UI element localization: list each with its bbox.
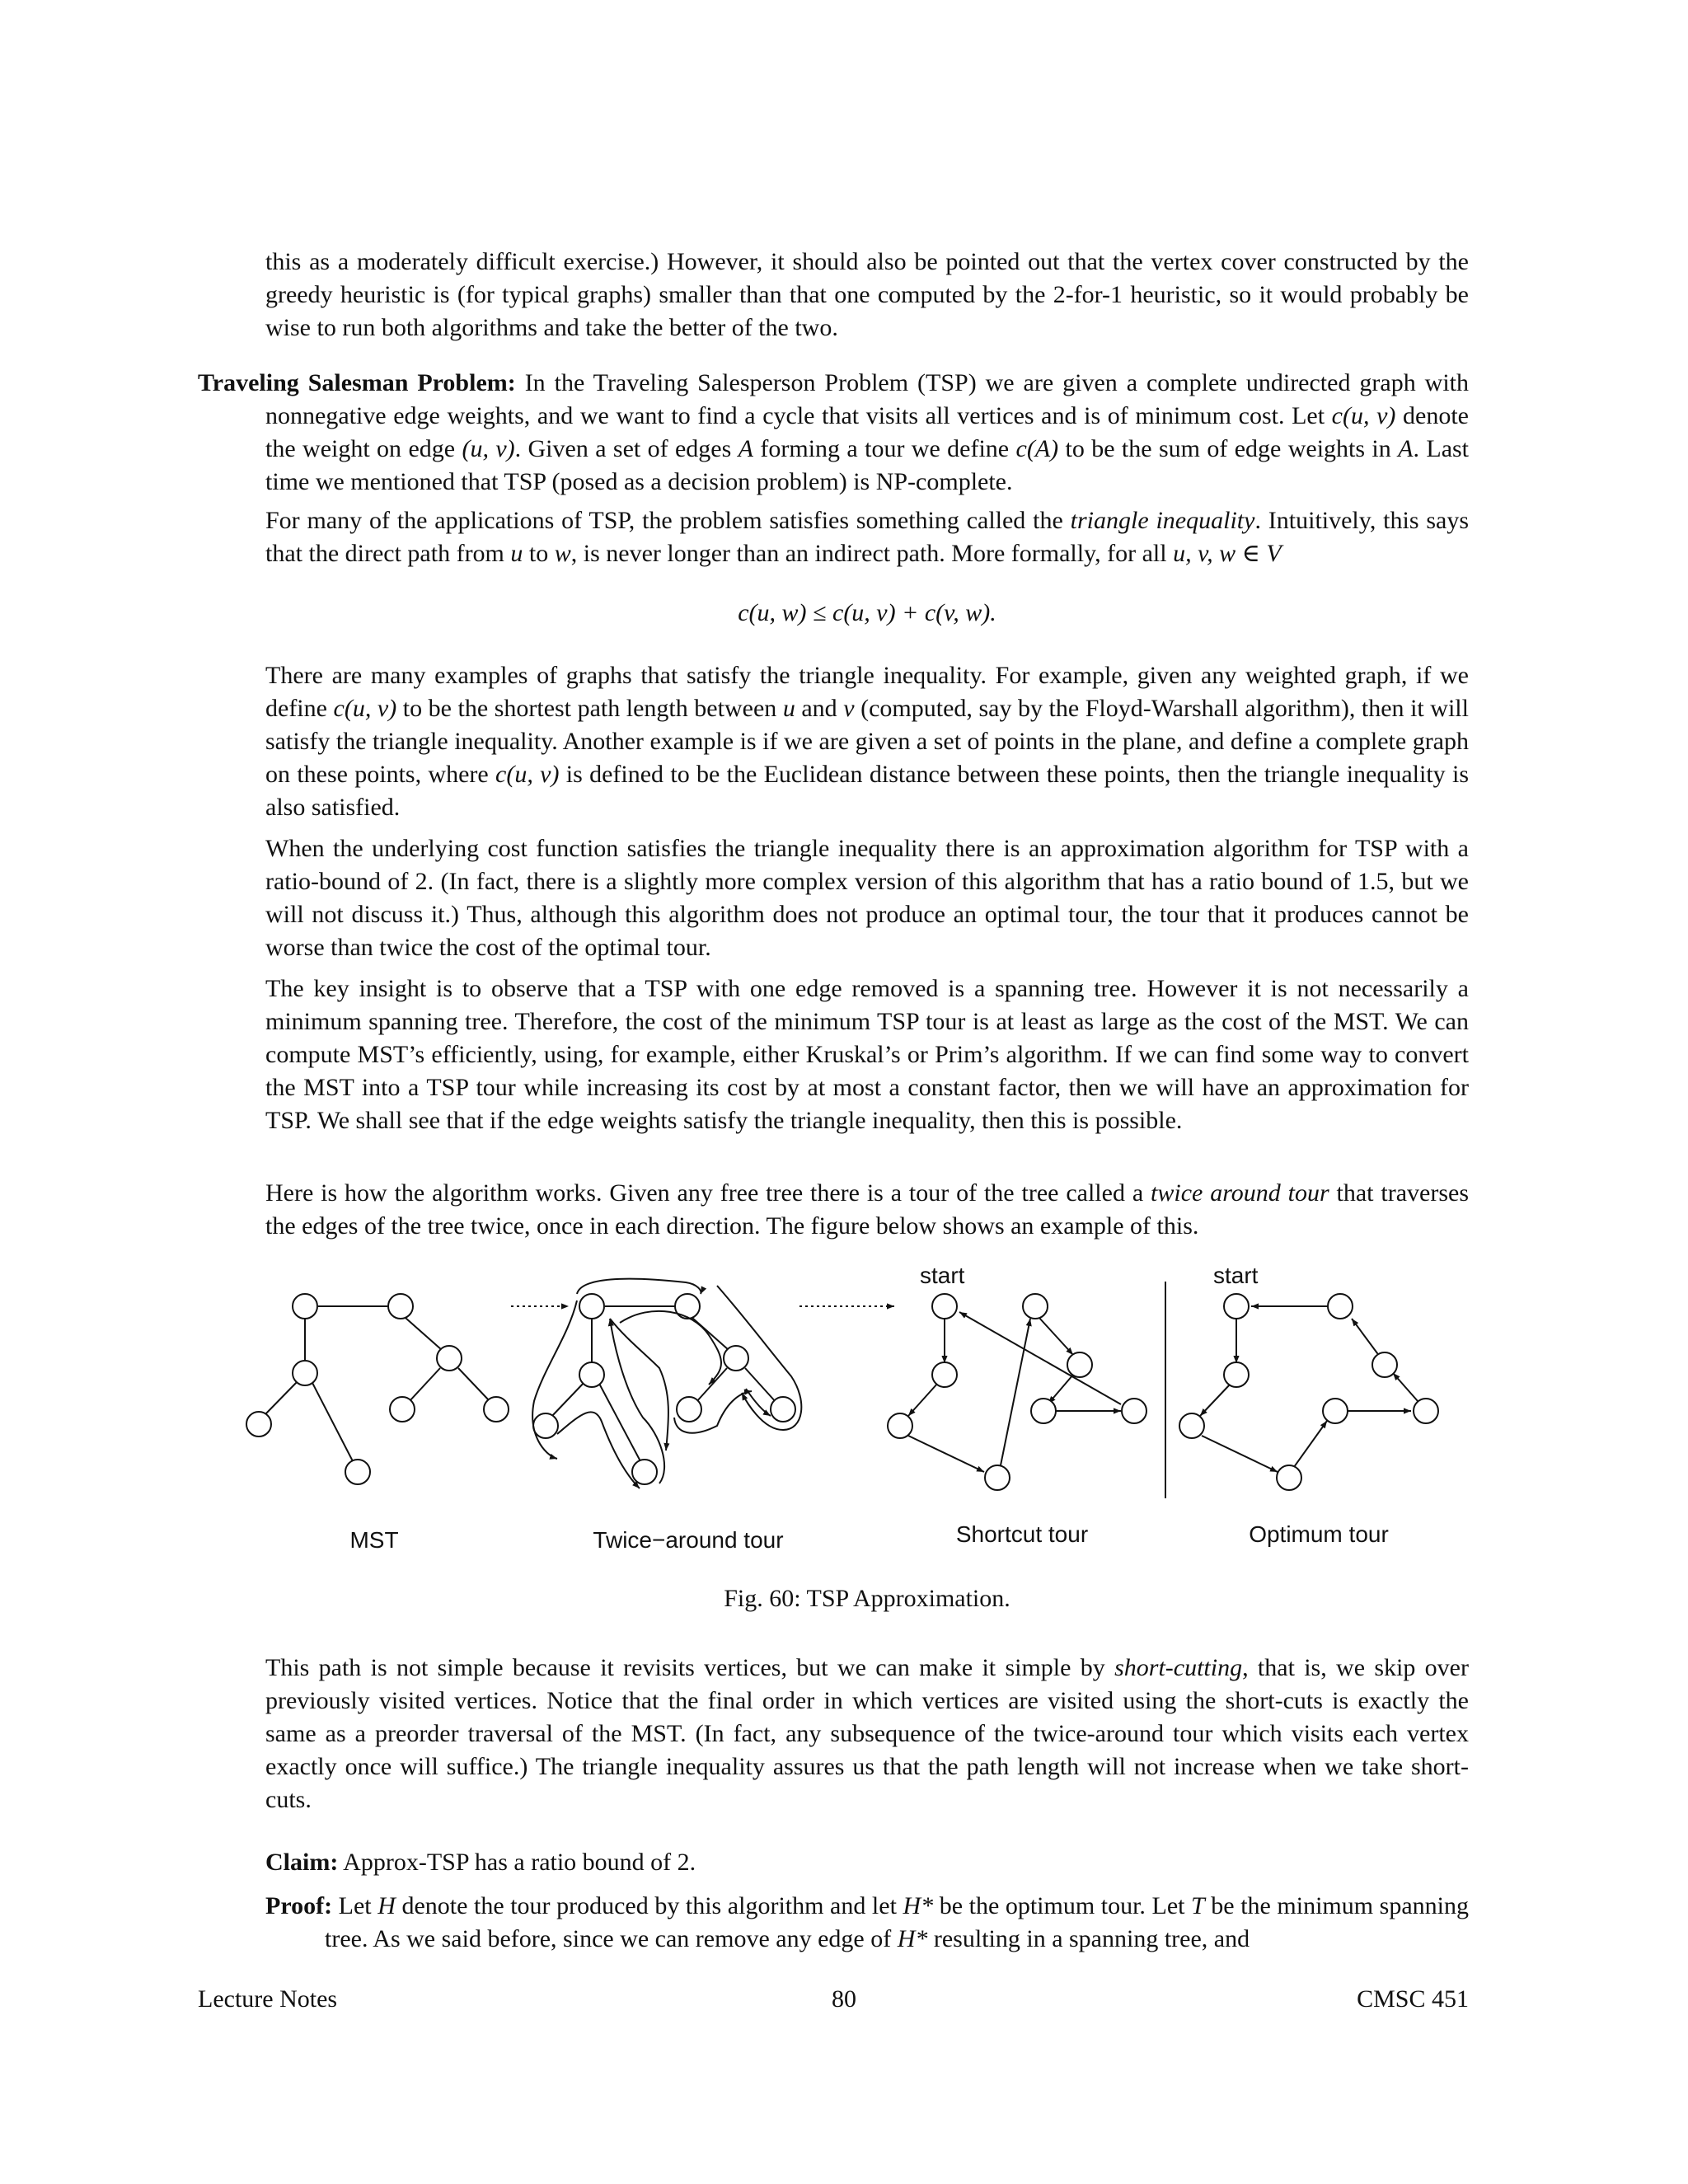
tsp-heading: Traveling Salesman Problem:: [198, 369, 516, 396]
math: (u, v): [462, 435, 515, 462]
text: forming a tour we define: [753, 435, 1016, 462]
math: w: [554, 540, 571, 567]
start-label: start: [1213, 1263, 1259, 1288]
emphasis: short-cutting: [1114, 1654, 1243, 1681]
proof-label: Proof:: [265, 1892, 333, 1919]
text: , is never longer than an indirect path. More formally, for all: [570, 540, 1174, 567]
text: . Intuitively, this says that the direct path from: [265, 507, 1469, 567]
claim: [265, 1846, 1469, 1879]
math: u, v, w ∈ V: [1173, 540, 1282, 567]
text: For many of the applications of TSP, the problem satisfies something called the: [265, 507, 1071, 534]
start-label: start: [920, 1263, 965, 1288]
text: There are many examples of graphs that satisfy the triangle inequality. For example, given any weighted graph, if we define: [265, 662, 1469, 722]
text: denote the weight on edge: [265, 402, 1469, 462]
paragraph-short-cutting: [265, 1652, 1469, 1816]
math: u: [510, 540, 523, 567]
text: Let: [332, 1892, 378, 1919]
paragraph-triangle-inequality: [265, 504, 1469, 570]
claim-text: Approx-TSP has a ratio bound of 2.: [338, 1849, 696, 1876]
tsp-figure: [0, 1253, 1688, 1549]
math: T: [1191, 1892, 1205, 1919]
text: to: [523, 540, 555, 567]
emphasis: twice around tour: [1151, 1179, 1329, 1207]
footer-right: CMSC 451: [1357, 1985, 1469, 2013]
paragraph-algorithm: [265, 1177, 1469, 1243]
math: H*: [903, 1892, 934, 1919]
paragraph-ratio-bound: When the underlying cost function satisfies the triangle inequality there is an approximation algorithm for TSP with a ratio-bound of 2. (In fact, there is a slightly more complex version of this algorithm that has a ratio bound of 1.5, but we will not discuss it.) Thus, although this algorithm does not produce an optimal tour, the tour that it produces cannot be worse than twice the cost of the optimal tour.: [265, 835, 1469, 961]
text: and: [795, 695, 844, 722]
shortcut-tour-diagram: [888, 1294, 1146, 1490]
paragraph-examples: [265, 659, 1469, 824]
proof: [265, 1890, 1469, 1956]
text: be the optimum tour. Let: [933, 1892, 1192, 1919]
page-number: 80: [832, 1985, 856, 2013]
text: to be the sum of edge weights in: [1058, 435, 1399, 462]
emphasis: triangle inequality: [1070, 507, 1255, 534]
figure-caption: Fig. 60: TSP Approximation.: [724, 1585, 1010, 1612]
optimum-tour-label: Optimum tour: [1249, 1521, 1389, 1547]
math: H: [377, 1892, 396, 1919]
footer-left: Lecture Notes: [198, 1985, 338, 2013]
twice-around-diagram: [532, 1279, 801, 1488]
math: c(u, v): [333, 695, 397, 722]
text: that traverses the edges of the tree twice, once in each direction. The figure below shows an example of this.: [265, 1179, 1469, 1240]
text: . Last time we mentioned that TSP (posed as a decision problem) is NP-complete.: [265, 435, 1470, 495]
paragraph-key-insight: The key insight is to observe that a TSP with one edge removed is a spanning tree. However it is not necessarily a minimum spanning tree. Therefore, the cost of the minimum TSP tour is at least as large as the cost of the MST. We can compute MST’s efficiently, using, for example, either Kruskal’s or Prim’s algorithm. If we can find some way to convert the MST into a TSP tour while increasing its cost by at most a constant factor, then we will have an approximation for TSP. We shall see that if the edge weights satisfy the triangle inequality, then this is possible.: [265, 975, 1469, 1134]
math: A: [1398, 435, 1414, 462]
math: v: [843, 695, 855, 722]
mst-label: MST: [349, 1527, 399, 1549]
text: is defined to be the Euclidean distance between these points, then the triangle inequality is also satisfied.: [265, 761, 1469, 821]
paragraph-intro: this as a moderately difficult exercise.) However, it should also be pointed out that the vertex cover constructed by the greedy heuristic is (for typical graphs) smaller than that one computed by the 2-for-1 heuristic, so it would probably be wise to run both algorithms and take the better of the two.: [265, 248, 1469, 341]
math: c(u, v): [1331, 402, 1396, 429]
mst-diagram: [246, 1294, 509, 1484]
text: In the Traveling Salesperson Problem (TSP) we are given a complete undirected graph with nonnegative edge weights, and we want to find a cycle that visits all vertices and is of minimum cost. Let: [265, 369, 1469, 429]
math: u: [782, 695, 795, 722]
optimum-tour-diagram: [1179, 1294, 1438, 1490]
text: be the minimum spanning tree. As we said before, since we can remove any edge of: [325, 1892, 1469, 1952]
math: c(u, v): [495, 761, 560, 788]
math: H*: [897, 1925, 928, 1952]
equation-triangle-inequality: [265, 597, 1469, 630]
text: resulting in a spanning tree, and: [927, 1925, 1250, 1952]
math: c(u, w) ≤ c(u, v) + c(v, w).: [738, 599, 996, 626]
paragraph-tsp-definition: [198, 367, 1470, 499]
text: This path is not simple because it revisits vertices, but we can make it simple by: [265, 1654, 1115, 1681]
twice-around-label: Twice−around tour: [593, 1527, 784, 1549]
text: . Given a set of edges: [514, 435, 738, 462]
text: , that is, we skip over previously visited vertices. Notice that the final order in which vertices are visited using the short-cuts is exactly the same as a preorder traversal of the MST. (In fact, any subsequence of the twice-around tour which visits each vertex exactly once will suffice.) The triangle inequality assures us that the path length will not increase when we take short-cuts.: [265, 1654, 1469, 1813]
math: c(A): [1015, 435, 1059, 462]
text: denote the tour produced by this algorithm and let: [395, 1892, 903, 1919]
text: Here is how the algorithm works. Given any free tree there is a tour of the tree called a: [265, 1179, 1151, 1207]
text: (computed, say by the Floyd-Warshall algorithm), then it will satisfy the triangle inequality. Another example is if we are given a set of points in the plane, and define a complete graph on these points, where: [265, 695, 1469, 788]
text: to be the shortest path length between: [396, 695, 783, 722]
claim-label: Claim:: [265, 1849, 339, 1876]
shortcut-tour-label: Shortcut tour: [955, 1521, 1089, 1547]
math: A: [738, 435, 753, 462]
